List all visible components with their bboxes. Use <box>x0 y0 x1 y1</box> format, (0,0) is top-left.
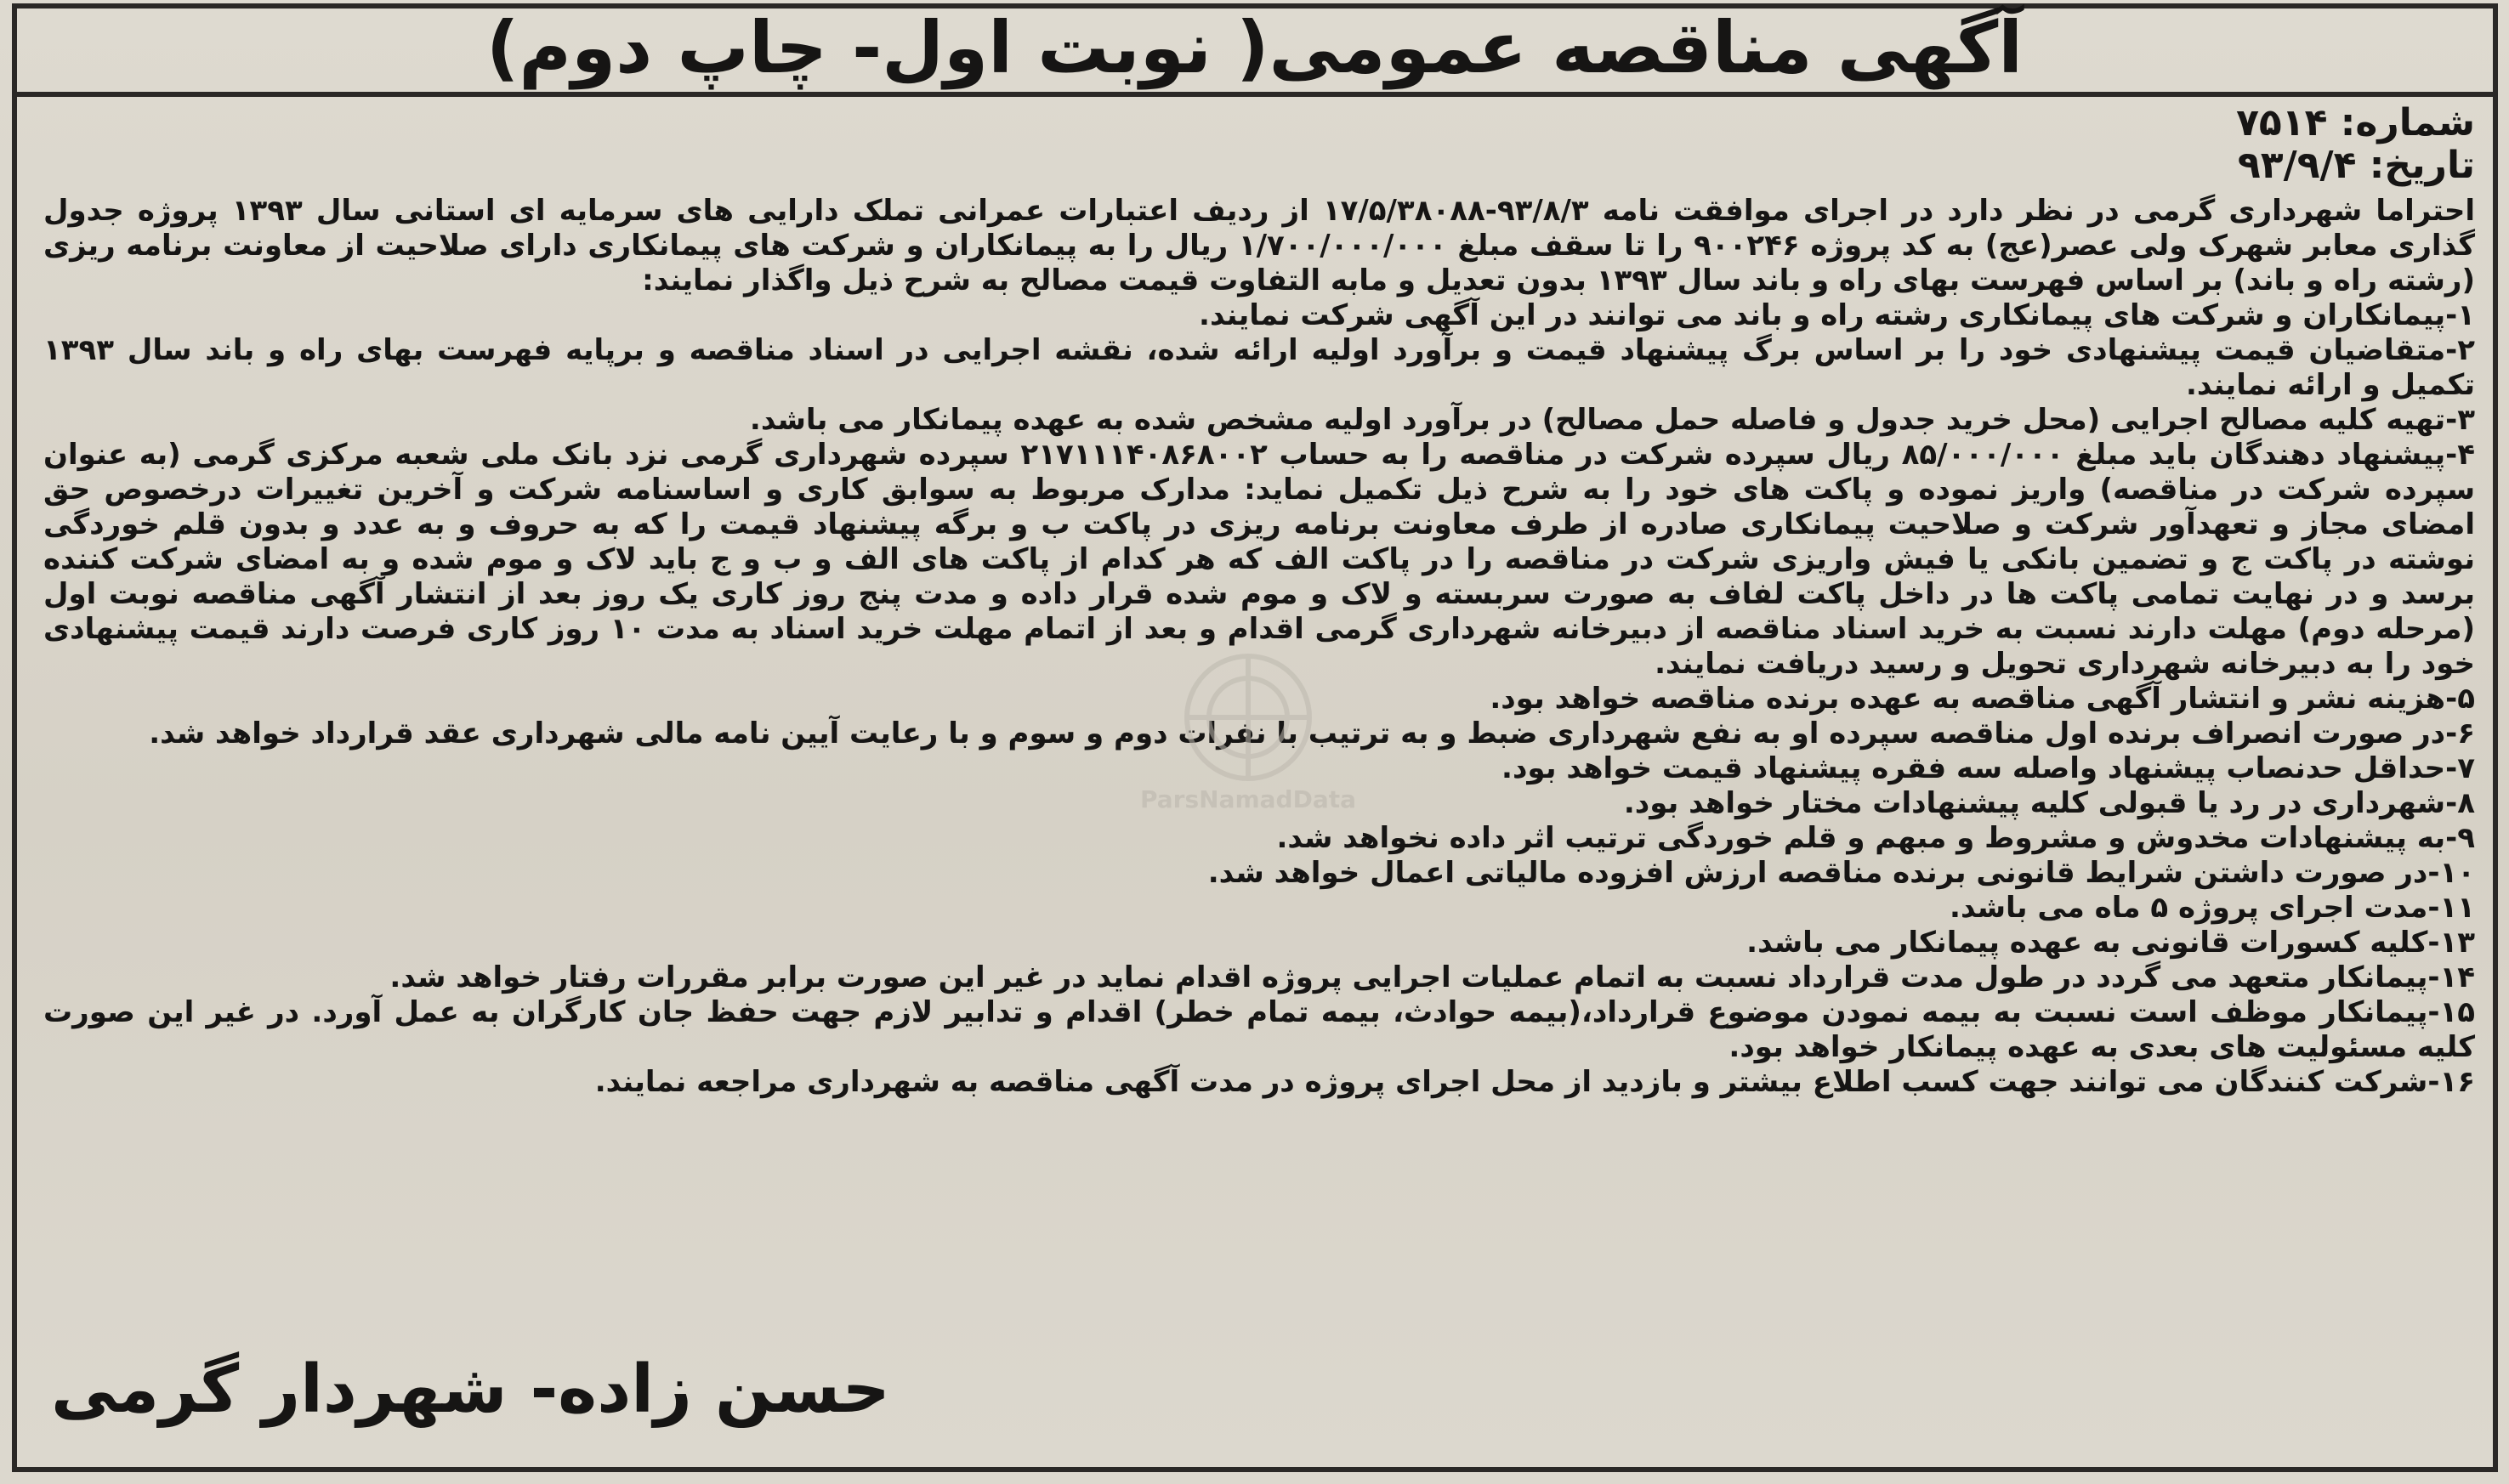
ad-date: تاریخ: ۹۳/۹/۴ <box>2237 144 2475 187</box>
signature-line: حسن زاده- شهردار گرمی <box>51 1351 890 1428</box>
condition-item: ۱۳-کلیه کسورات قانونی به عهده پیمانکار می باشد. <box>1746 926 2475 960</box>
reference-block <box>2236 102 2475 187</box>
condition-item: ۱۱-مدت اجرای پروژه ۵ ماه می باشد. <box>1950 891 2475 925</box>
condition-item: ۱۵-پیمانکار موظف است نسبت به بیمه نمودن موضوع قرارداد،(بیمه حوادث، بیمه تمام خطر) اقدام و تدابیر لازم جهت حفظ جان کارگران به عمل آورد. در غیر این صورت کلیه مسئولیت های بعدی به عهده پیمانکار خواهد بود. <box>43 995 2475 1064</box>
watermark-text: ParsNamadData <box>1140 785 1356 813</box>
condition-item: ۳-تهیه کلیه مصالح اجرایی (محل خرید جدول و فاصله حمل مصالح) در برآورد اولیه مشخص شده به عهده پیمانکار می باشد. <box>749 403 2475 437</box>
condition-item: ۴-پیشنهاد دهندگان باید مبلغ ۸۵/۰۰۰/۰۰۰ ریال سپرده شرکت در مناقصه را به حساب ۲۱۷۱۱۱۴۰۸۶۸۰۰۲ سپرده شهرداری گرمی نزد بانک ملی شعبه مرکزی گرمی (به عنوان سپرده شرکت در مناقصه) واریز نموده و پاکت های خود را به شرح ذیل تکمیل نماید: مدارک مربوط به سوابق کاری و اساسنامه شرکت و آخرین تغییرات درخصوص حق امضای مجاز و تعهدآور شرکت و صلاحیت پیمانکاری صادره از طرف معاونت برنامه ریزی در پاکت ب و برگه پیشنهاد قیمت را که به حروف و به عدد و بدون قلم خوردگی نوشته در پاکت ج و تضمین بانکی یا فیش واریزی شرکت در مناقصه را در پاکت الف که هر کدام از پاکت های الف و ب و ج باید لاک و موم شده و به امضای شرکت کننده برسد و در نهایت تمامی پاکت ها در داخل پاکت لفاف به صورت سربسته و لاک و موم شده قرار داده و مدت پنج روز کاری یک روز بعد از انتشار آگهی مناقصه نوبت اول (مرحله دوم) مهلت دارند نسبت به خرید اسناد مناقصه از دبیرخانه شهرداری گرمی اقدام و بعد از اتمام مهلت خرید اسناد به مدت ۱۰ روز کاری فرصت دارند قیمت پیشنهادی خود را به دبیرخانه شهرداری تحویل و رسید دریافت نمایند. <box>43 438 2475 681</box>
condition-item: ۹-به پیشنهادات مخدوش و مشروط و مبهم و قلم خوردگی ترتیب اثر داده نخواهد شد. <box>1276 821 2475 855</box>
ad-title: آگهی مناقصه عمومی( نوبت اول- چاپ دوم) <box>485 6 2024 89</box>
watermark-seal-icon <box>1078 646 1418 790</box>
condition-item: ۱۰-در صورت داشتن شرایط قانونی برنده مناقصه ارزش افزوده مالیاتی اعمال خواهد شد. <box>1207 856 2475 890</box>
condition-item: ۱۴-پیمانکار متعهد می گردد در طول مدت قرارداد نسبت به اتمام عملیات اجرایی پروژه اقدام نماید در غیر این صورت برابر مقررات رفتار خواهد شد. <box>389 960 2475 994</box>
ad-number: شماره: ۷۵۱۴ <box>2236 101 2475 144</box>
watermark-logo <box>1078 646 1418 867</box>
title-divider <box>12 92 2498 97</box>
condition-item: ۲-متقاضیان قیمت پیشنهادی خود را بر اساس برگ پیشنهاد قیمت و برآورد اولیه ارائه شده، نقشه اجرایی در اسناد مناقصه و برپایه فهرست بهای راه و باند سال ۱۳۹۳ تکمیل و ارائه نمایند. <box>43 333 2475 402</box>
intro-paragraph: احتراما شهرداری گرمی در نظر دارد در اجرای موافقت نامه ۹۳/۸/۳-۱۷/۵/۳۸۰۸۸ از ردیف اعتبارات عمرانی تملک دارایی های سرمایه ای استانی سال ۱۳۹۳ پروژه جدول گذاری معابر شهرک ولی عصر(عج) به کد پروژه ۹۰۰۲۴۶ را تا سقف مبلغ ۱/۷۰۰/۰۰۰/۰۰۰ ریال را به پیمانکاران و شرکت های پیمانکاری دارای صلاحیت از معاونت برنامه ریزی (رشته راه و باند) بر اساس فهرست بهای راه و باند سال ۱۳۹۳ بدون تعدیل و مابه التفاوت قیمت مصالح به شرح ذیل واگذار نمایند: <box>43 194 2475 297</box>
condition-item: ۶-در صورت انصراف برنده اول مناقصه سپرده او به نفع شهرداری ضبط و به ترتیب با نفرات دوم و سوم و با رعایت آیین نامه مالی شهرداری عقد قرارداد خواهد شد. <box>149 717 2475 750</box>
condition-item: ۷-حداقل حدنصاب پیشنهاد واصله سه فقره پیشنهاد قیمت خواهد بود. <box>1501 751 2475 785</box>
condition-item: ۸-شهرداری در رد یا قبولی کلیه پیشنهادات مختار خواهد بود. <box>1623 786 2475 820</box>
condition-item: ۵-هزینه نشر و انتشار آگهی مناقصه به عهده برنده مناقصه خواهد بود. <box>1490 682 2475 716</box>
condition-item: ۱۶-شرکت کنندگان می توانند جهت کسب اطلاع بیشتر و بازدید از محل اجرای پروژه در مدت آگهی مناقصه به شهرداری مراجعه نمایند. <box>594 1065 2475 1099</box>
condition-item: ۱-پیمانکاران و شرکت های پیمانکاری رشته راه و باند می توانند در این آگهی شرکت نمایند. <box>1199 298 2475 332</box>
